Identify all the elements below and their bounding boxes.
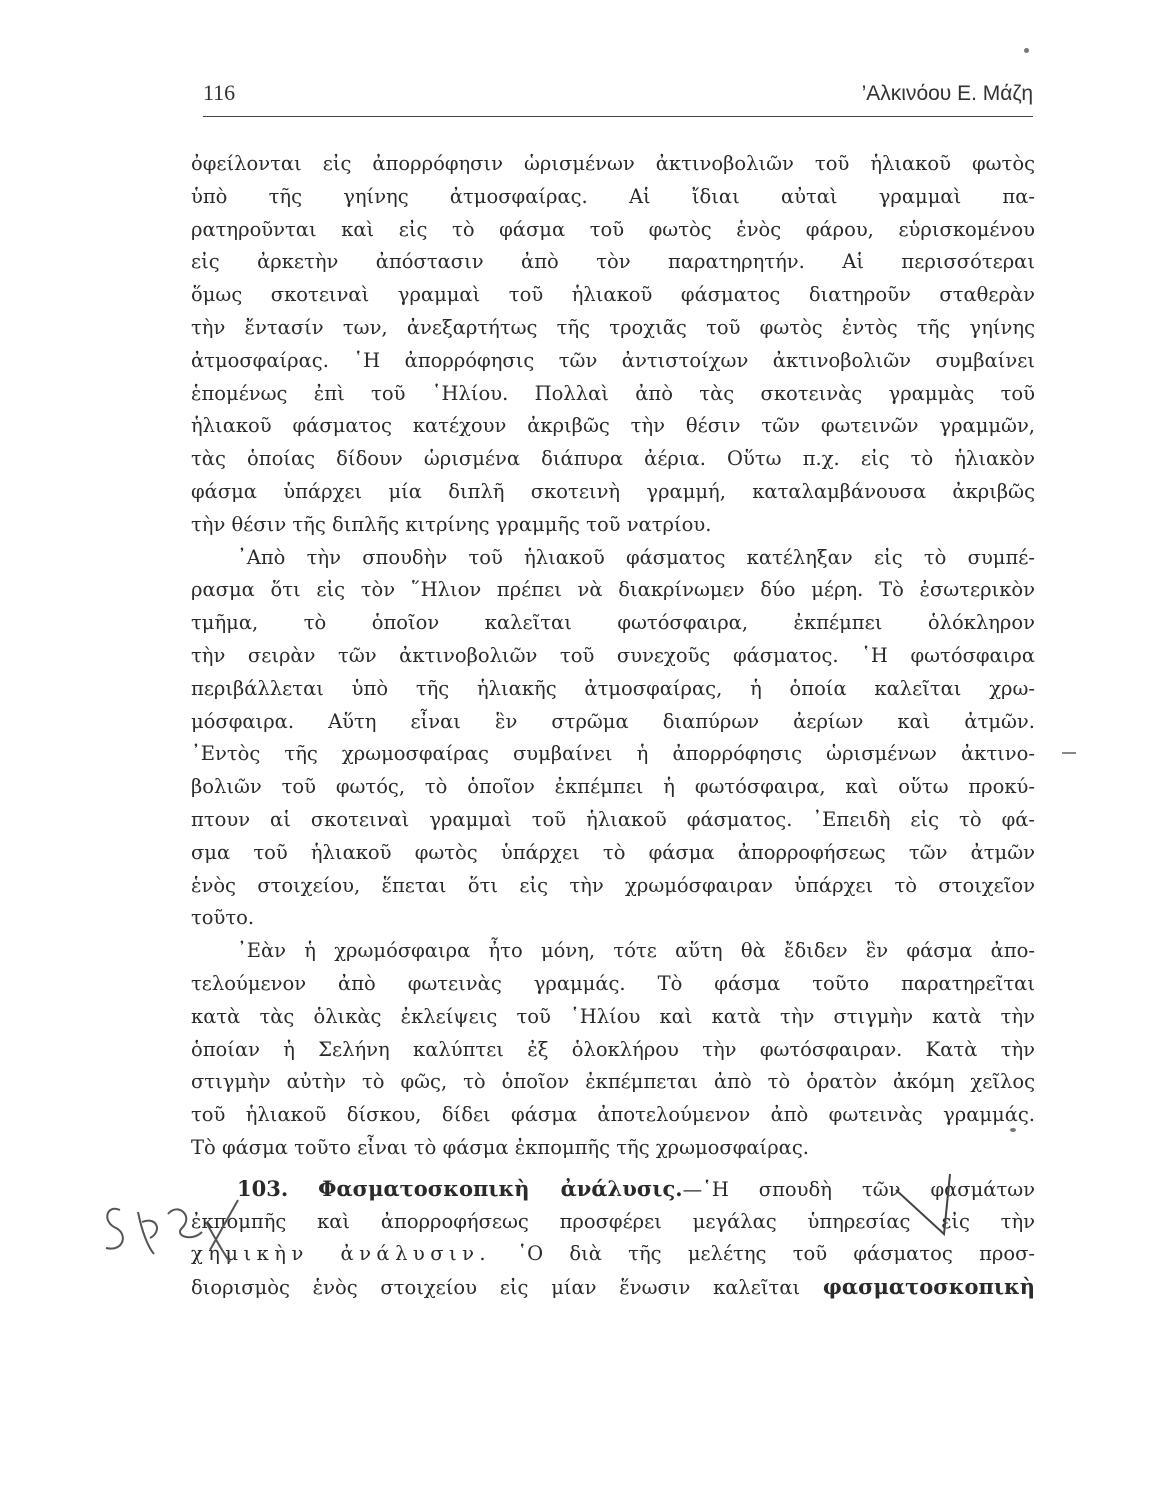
text-line: ρασμα ὅτι εἰς τὸν ῞Ηλιον πρέπει νὰ διακρίνωμεν δύο μέρη. Τὸ ἐσωτερικὸν (191, 578, 1035, 602)
text-line: κατὰ τὰς ὁλικὰς ἐκλείψεις τοῦ ῾Ηλίου καὶ κατὰ τὴν στιγμὴν κατὰ τὴν (191, 1004, 1035, 1028)
text-line: ὁποίαν ἡ Σελήνη καλύπτει ἐξ ὁλοκλήρου τὴν φωτόσφαιραν. Κατὰ τὴν (191, 1037, 1035, 1061)
text-line: τοῦ ἡλιακοῦ δίσκου, δίδει φάσμα ἀποτελούμενον ἀπὸ φωτεινὰς γραμμάς. (191, 1103, 1035, 1127)
text-line: σμα τοῦ ἡλιακοῦ φωτὸς ὑπάρχει τὸ φάσμα ἀπορροφήσεως τῶν ἀτμῶν (191, 840, 1035, 864)
margin-dash (1062, 752, 1076, 754)
section-text: ῾Η σπουδὴ τῶν φασμάτων (702, 1177, 1035, 1201)
text-line: ᾿Απὸ τὴν σπουδὴν τοῦ ἡλιακοῦ φάσματος κατέληξαν εἰς τὸ συμπέ- (237, 545, 1035, 569)
text-line: ρατηροῦνται καὶ εἰς τὸ φάσμα τοῦ φωτὸς ἑνὸς φάρου, εὑρισκομένου (191, 217, 1035, 241)
text-line: ᾿Εὰν ἡ χρωμόσφαιρα ἦτο μόνη, τότε αὕτη θὰ ἔδιδεν ἓν φάσμα ἀπο- (237, 939, 1035, 963)
handwritten-margin-mark (98, 1192, 248, 1272)
page-number: 116 (203, 80, 236, 105)
text-line: τὰς ὁποίας δίδουν ὡρισμένα διάπυρα ἀέρια. Οὕτω π.χ. εἰς τὸ ἡλιακὸν (191, 447, 1035, 471)
section-dash: — (682, 1177, 703, 1201)
section-number: 103. (237, 1175, 289, 1201)
text-line: ὀφείλονται εἰς ἀπορρόφησιν ὡρισμένων ἀκτινοβολιῶν τοῦ ἡλιακοῦ φωτὸς (191, 152, 1035, 175)
text-line: στιγμὴν αὐτὴν τὸ φῶς, τὸ ὁποῖον ἐκπέμπεται ἀπὸ τὸ ὁρατὸν ἀκόμη χεῖλος (191, 1070, 1035, 1094)
body-text (191, 148, 1035, 1304)
text-line: τοῦτο. (191, 906, 255, 930)
speck (1010, 1128, 1016, 1132)
page-header (203, 74, 1033, 114)
text-line: βολιῶν τοῦ φωτός, τὸ ὁποῖον ἐκπέμπει ἡ φωτόσφαιρα, καὶ οὕτω προκύ- (191, 775, 1035, 799)
text-line: ὅμως σκοτειναὶ γραμμαὶ τοῦ ἡλιακοῦ φάσματος διατηροῦν σταθερὰν (191, 283, 1035, 307)
text-line: ἑπομένως ἐπὶ τοῦ ῾Ηλίου. Πολλαὶ ἀπὸ τὰς σκοτεινὰς γραμμὰς τοῦ (191, 381, 1035, 405)
text-line (191, 1238, 1035, 1271)
text-line: ᾿Εντὸς τῆς χρωμοσφαίρας συμβαίνει ἡ ἀπορρόφησις ὡρισμένων ἀκτινο- (191, 742, 1035, 766)
text-line: τὴν θέσιν τῆς διπλῆς κιτρίνης γραμμῆς τοῦ νατρίου. (191, 512, 712, 536)
handwritten-check-mark (888, 1170, 968, 1240)
bold-term: φασματοσκοπικὴ (822, 1274, 1035, 1300)
text-line: μόσφαιρα. Αὕτη εἶναι ἓν στρῶμα διαπύρων ἀερίων καὶ ἀτμῶν. (191, 709, 1035, 733)
running-head: ’Αλκινόου Ε. Μάζη (861, 82, 1033, 105)
text-line: τελούμενον ἀπὸ φωτεινὰς γραμμάς. Τὸ φάσμα τοῦτο παρατηρεῖται (191, 971, 1035, 995)
text-line: ἡλιακοῦ φάσματος κατέχουν ἀκριβῶς τὴν θέσιν τῶν φωτεινῶν γραμμῶν, (191, 414, 1035, 438)
spaced-term: χημικὴν ἀνάλυσιν. (191, 1242, 492, 1266)
section-title: Φασματοσκοπικὴ ἀνάλυσις. (318, 1175, 683, 1201)
header-rule (203, 116, 1033, 117)
text-line: ἀτμοσφαίρας. ῾Η ἀπορρόφησις τῶν ἀντιστοίχων ἀκτινοβολιῶν συμβαίνει (191, 348, 1035, 372)
text-line: εἰς ἀρκετὴν ἀπόστασιν ἀπὸ τὸν παρατηρητήν. Αἱ περισσότεραι (191, 250, 1035, 274)
text-line (191, 1271, 1035, 1304)
text-line: ὑπὸ τῆς γηίνης ἀτμοσφαίρας. Αἱ ἴδιαι αὐταὶ γραμμαὶ πα- (191, 184, 1035, 208)
text-line: ἑνὸς στοιχείου, ἕπεται ὅτι εἰς τὴν χρωμόσφαιραν ὑπάρχει τὸ στοιχεῖον (191, 873, 1035, 897)
text-fragment: ῾Ο διὰ τῆς μελέτης τοῦ φάσματος προσ- (517, 1242, 1035, 1266)
text-line: Τὸ φάσμα τοῦτο εἶναι τὸ φάσμα ἐκπομπῆς τῆς χρωμοσφαίρας. (191, 1135, 809, 1159)
text-line: τὴν ἔντασίν των, ἀνεξαρτήτως τῆς τροχιᾶς τοῦ φωτὸς ἐντὸς τῆς γηίνης (191, 315, 1035, 339)
text-line: φάσμα ὑπάρχει μία διπλῆ σκοτεινὴ γραμμή, καταλαμβάνουσα ἀκριβῶς (191, 479, 1035, 503)
speck (1024, 48, 1029, 53)
text-line: τμῆμα, τὸ ὁποῖον καλεῖται φωτόσφαιρα, ἐκπέμπει ὁλόκληρον (191, 611, 1035, 635)
text-line: τὴν σειρὰν τῶν ἀκτινοβολιῶν τοῦ συνεχοῦς φάσματος. ῾Η φωτόσφαιρα (191, 643, 1035, 667)
text-line: πτουν αἱ σκοτειναὶ γραμμαὶ τοῦ ἡλιακοῦ φάσματος. ᾿Επειδὴ εἰς τὸ φά- (191, 807, 1035, 831)
text-line: ἐκπομπῆς καὶ ἀπορροφήσεως προσφέρει μεγάλας ὑπηρεσίας εἰς τὴν (191, 1209, 1035, 1233)
text-line: περιβάλλεται ὑπὸ τῆς ἡλιακῆς ἀτμοσφαίρας, ἡ ὁποία καλεῖται χρω- (191, 676, 1035, 700)
text-fragment: διορισμὸς ἑνὸς στοιχείου εἰς μίαν ἕνωσιν καλεῖται (191, 1276, 801, 1300)
